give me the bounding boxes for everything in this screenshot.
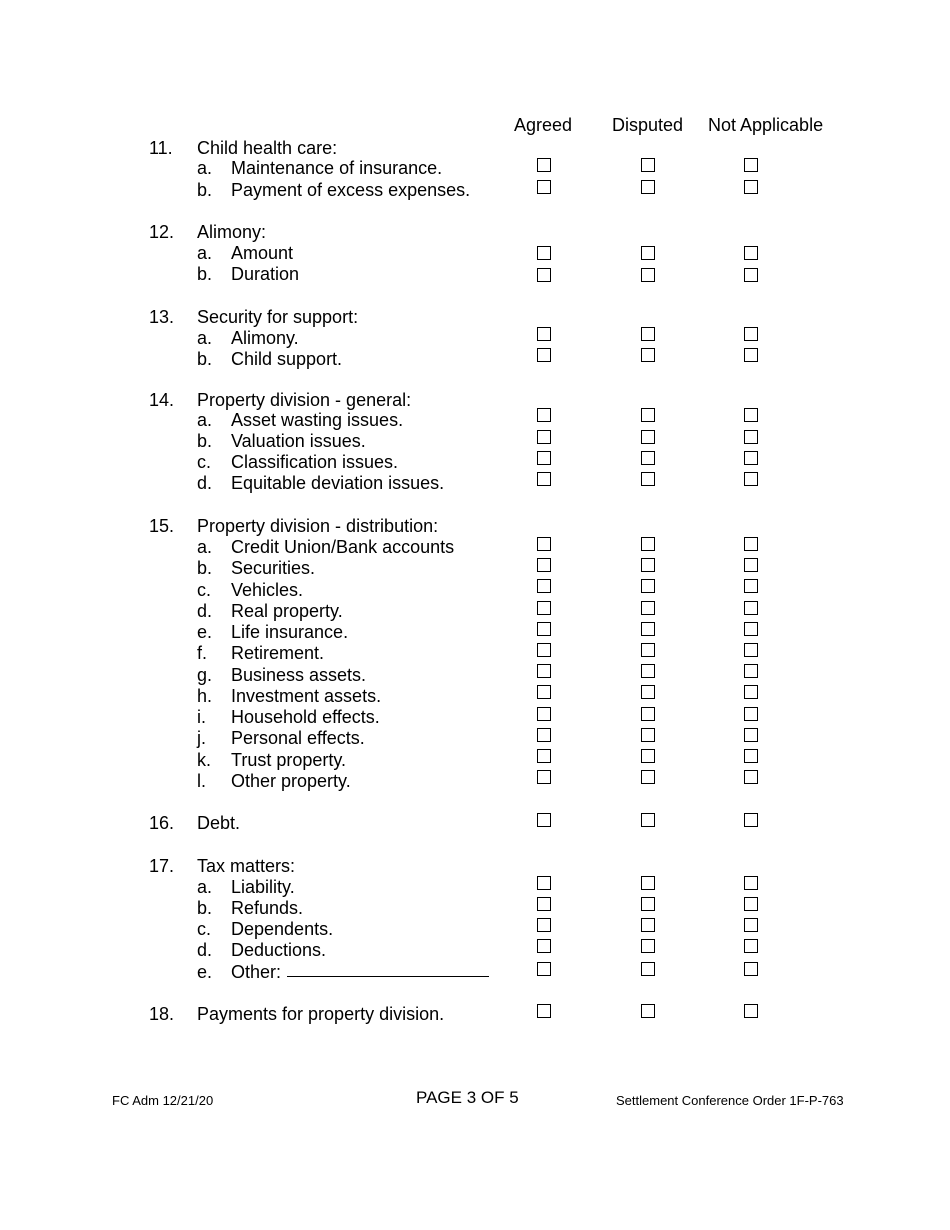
checkbox-agreed-15-h[interactable] — [537, 685, 551, 699]
item-title-15: Property division - distribution: — [197, 516, 439, 536]
checkbox-disputed-15-i[interactable] — [641, 707, 655, 721]
checkbox-not-applicable-15-j[interactable] — [744, 728, 758, 742]
sub-item-label: Securities. — [231, 558, 316, 578]
sub-item-label: Life insurance. — [231, 622, 349, 642]
checkbox-agreed-14-a[interactable] — [537, 408, 551, 422]
item-title-14: Property division - general: — [197, 390, 412, 410]
checkbox-disputed-13-b[interactable] — [641, 348, 655, 362]
sub-item-letter: b. — [197, 558, 213, 578]
sub-item-label: Investment assets. — [231, 686, 382, 706]
sub-item-label: Maintenance of insurance. — [231, 158, 443, 178]
footer-form-id: FC Adm 12/21/20 — [112, 1093, 214, 1108]
sub-item-label: Child support. — [231, 349, 343, 369]
sub-item-letter: c. — [197, 580, 212, 600]
checkbox-agreed-13-b[interactable] — [537, 348, 551, 362]
sub-item-letter: k. — [197, 750, 212, 770]
sub-item-label: Real property. — [231, 601, 343, 621]
checkbox-agreed-14-b[interactable] — [537, 430, 551, 444]
sub-item-letter: a. — [197, 877, 213, 897]
sub-item-letter: b. — [197, 898, 213, 918]
sub-item-letter: c. — [197, 452, 212, 472]
sub-item-label: Amount — [231, 243, 294, 263]
column-header-not-applicable: Not Applicable — [708, 115, 824, 135]
column-header-disputed: Disputed — [612, 115, 684, 135]
checkbox-agreed-15-f[interactable] — [537, 643, 551, 657]
sub-item-letter: b. — [197, 431, 213, 451]
checkbox-agreed-17-d[interactable] — [537, 939, 551, 953]
checkbox-disputed-17-b[interactable] — [641, 897, 655, 911]
item-number: 18. — [149, 1004, 175, 1024]
checkbox-not-applicable-15-e[interactable] — [744, 622, 758, 636]
sub-item-letter: a. — [197, 410, 213, 430]
checkbox-agreed-15-l[interactable] — [537, 770, 551, 784]
checkbox-disputed-14-a[interactable] — [641, 408, 655, 422]
other-input-line[interactable] — [287, 976, 489, 977]
sub-item-letter: b. — [197, 264, 213, 284]
checkbox-agreed-15-g[interactable] — [537, 664, 551, 678]
checkbox-not-applicable-12-a[interactable] — [744, 246, 758, 260]
sub-item-label: Equitable deviation issues. — [231, 473, 445, 493]
checkbox-agreed-14-c[interactable] — [537, 451, 551, 465]
sub-item-letter: c. — [197, 919, 212, 939]
checkbox-not-applicable-17-d[interactable] — [744, 939, 758, 953]
checkbox-not-applicable-15-i[interactable] — [744, 707, 758, 721]
sub-item-letter: d. — [197, 940, 213, 960]
sub-item-label: Deductions. — [231, 940, 327, 960]
checkbox-agreed-17-e[interactable] — [537, 962, 551, 976]
checkbox-agreed-18[interactable] — [537, 1004, 551, 1018]
checkbox-agreed-17-a[interactable] — [537, 876, 551, 890]
checkbox-disputed-18[interactable] — [641, 1004, 655, 1018]
checkbox-disputed-15-k[interactable] — [641, 749, 655, 763]
checkbox-not-applicable-15-g[interactable] — [744, 664, 758, 678]
item-number: 11. — [149, 138, 173, 158]
sub-item-label: Credit Union/Bank accounts — [231, 537, 455, 557]
column-header-agreed: Agreed — [514, 115, 573, 135]
checkbox-disputed-12-a[interactable] — [641, 246, 655, 260]
sub-item-label: Other property. — [231, 771, 351, 791]
checkbox-not-applicable-13-a[interactable] — [744, 327, 758, 341]
sub-item-label: Dependents. — [231, 919, 334, 939]
checkbox-agreed-15-d[interactable] — [537, 601, 551, 615]
sub-item-label: Household effects. — [231, 707, 380, 727]
sub-item-label: Duration — [231, 264, 300, 284]
checkbox-agreed-11-a[interactable] — [537, 158, 551, 172]
sub-item-label: Valuation issues. — [231, 431, 366, 451]
sub-item-label: Payment of excess expenses. — [231, 180, 471, 200]
sub-item-label: Alimony. — [231, 328, 299, 348]
checkbox-disputed-14-d[interactable] — [641, 472, 655, 486]
sub-item-letter: i. — [197, 707, 206, 727]
sub-item-label: Vehicles. — [231, 580, 304, 600]
item-title-18: Payments for property division. — [197, 1004, 445, 1024]
checkbox-agreed-15-a[interactable] — [537, 537, 551, 551]
checkbox-disputed-15-c[interactable] — [641, 579, 655, 593]
item-title-17: Tax matters: — [197, 856, 296, 876]
checkbox-not-applicable-17-e[interactable] — [744, 962, 758, 976]
checkbox-not-applicable-15-c[interactable] — [744, 579, 758, 593]
checkbox-not-applicable-11-a[interactable] — [744, 158, 758, 172]
sub-item-label: Refunds. — [231, 898, 304, 918]
sub-item-label: Other: — [231, 962, 282, 982]
checkbox-agreed-15-e[interactable] — [537, 622, 551, 636]
sub-item-label: Retirement. — [231, 643, 325, 663]
checkbox-disputed-12-b[interactable] — [641, 268, 655, 282]
checkbox-agreed-12-b[interactable] — [537, 268, 551, 282]
checkbox-not-applicable-16[interactable] — [744, 813, 758, 827]
sub-item-letter: b. — [197, 180, 213, 200]
sub-item-letter: e. — [197, 962, 213, 982]
checkbox-agreed-17-b[interactable] — [537, 897, 551, 911]
sub-item-letter: e. — [197, 622, 213, 642]
checkbox-disputed-11-b[interactable] — [641, 180, 655, 194]
checkbox-agreed-13-a[interactable] — [537, 327, 551, 341]
checkbox-not-applicable-12-b[interactable] — [744, 268, 758, 282]
checkbox-disputed-15-l[interactable] — [641, 770, 655, 784]
checkbox-disputed-15-g[interactable] — [641, 664, 655, 678]
checkbox-disputed-15-e[interactable] — [641, 622, 655, 636]
checkbox-not-applicable-18[interactable] — [744, 1004, 758, 1018]
checkbox-not-applicable-15-k[interactable] — [744, 749, 758, 763]
item-number: 13. — [149, 307, 175, 327]
checkbox-disputed-17-d[interactable] — [641, 939, 655, 953]
sub-item-letter: h. — [197, 686, 213, 706]
sub-item-letter: a. — [197, 243, 213, 263]
checkbox-disputed-15-d[interactable] — [641, 601, 655, 615]
checkbox-not-applicable-13-b[interactable] — [744, 348, 758, 362]
item-title-12: Alimony: — [197, 222, 267, 242]
footer-document-title: Settlement Conference Order 1F-P-763 — [616, 1093, 844, 1108]
checkbox-not-applicable-14-b[interactable] — [744, 430, 758, 444]
checkbox-agreed-16[interactable] — [537, 813, 551, 827]
checkbox-agreed-12-a[interactable] — [537, 246, 551, 260]
checkbox-not-applicable-14-d[interactable] — [744, 472, 758, 486]
sub-item-label: Personal effects. — [231, 728, 365, 748]
checkbox-not-applicable-15-d[interactable] — [744, 601, 758, 615]
checkbox-not-applicable-11-b[interactable] — [744, 180, 758, 194]
checkbox-disputed-17-a[interactable] — [641, 876, 655, 890]
item-title-13: Security for support: — [197, 307, 359, 327]
checkbox-agreed-14-d[interactable] — [537, 472, 551, 486]
checkbox-disputed-15-a[interactable] — [641, 537, 655, 551]
sub-item-letter: d. — [197, 473, 213, 493]
checkbox-agreed-11-b[interactable] — [537, 180, 551, 194]
item-number: 14. — [149, 390, 175, 410]
item-number: 17. — [149, 856, 175, 876]
checkbox-not-applicable-17-c[interactable] — [744, 918, 758, 932]
checkbox-disputed-15-b[interactable] — [641, 558, 655, 572]
sub-item-label: Classification issues. — [231, 452, 399, 472]
checkbox-disputed-17-e[interactable] — [641, 962, 655, 976]
checkbox-not-applicable-15-f[interactable] — [744, 643, 758, 657]
sub-item-label: Asset wasting issues. — [231, 410, 404, 430]
checkbox-agreed-15-j[interactable] — [537, 728, 551, 742]
sub-item-letter: d. — [197, 601, 213, 621]
checkbox-disputed-15-f[interactable] — [641, 643, 655, 657]
page-number: PAGE 3 OF 5 — [416, 1088, 519, 1107]
checkbox-not-applicable-15-l[interactable] — [744, 770, 758, 784]
sub-item-letter: g. — [197, 665, 213, 685]
sub-item-letter: l. — [197, 771, 206, 791]
checkbox-not-applicable-14-a[interactable] — [744, 408, 758, 422]
item-number: 16. — [149, 813, 175, 833]
checkbox-disputed-16[interactable] — [641, 813, 655, 827]
checkbox-disputed-15-h[interactable] — [641, 685, 655, 699]
checkbox-agreed-15-c[interactable] — [537, 579, 551, 593]
checkbox-not-applicable-15-h[interactable] — [744, 685, 758, 699]
checkbox-not-applicable-17-a[interactable] — [744, 876, 758, 890]
sub-item-letter: b. — [197, 349, 213, 369]
checkbox-disputed-17-c[interactable] — [641, 918, 655, 932]
sub-item-letter: f. — [197, 643, 208, 663]
sub-item-letter: a. — [197, 328, 213, 348]
checkbox-agreed-15-b[interactable] — [537, 558, 551, 572]
item-number: 12. — [149, 222, 175, 242]
checkbox-not-applicable-14-c[interactable] — [744, 451, 758, 465]
checkbox-not-applicable-15-b[interactable] — [744, 558, 758, 572]
sub-item-label: Business assets. — [231, 665, 367, 685]
checkbox-disputed-14-b[interactable] — [641, 430, 655, 444]
sub-item-letter: j. — [197, 728, 206, 748]
checkbox-disputed-15-j[interactable] — [641, 728, 655, 742]
item-title-11: Child health care: — [197, 138, 338, 158]
checkbox-disputed-14-c[interactable] — [641, 451, 655, 465]
sub-item-letter: a. — [197, 537, 213, 557]
checkbox-agreed-15-k[interactable] — [537, 749, 551, 763]
checkbox-not-applicable-17-b[interactable] — [744, 897, 758, 911]
item-title-16: Debt. — [197, 813, 241, 833]
sub-item-label: Trust property. — [231, 750, 347, 770]
item-number: 15. — [149, 516, 175, 536]
checkbox-disputed-11-a[interactable] — [641, 158, 655, 172]
sub-item-label: Liability. — [231, 877, 295, 897]
checkbox-agreed-15-i[interactable] — [537, 707, 551, 721]
checkbox-disputed-13-a[interactable] — [641, 327, 655, 341]
checkbox-not-applicable-15-a[interactable] — [744, 537, 758, 551]
sub-item-letter: a. — [197, 158, 213, 178]
checkbox-agreed-17-c[interactable] — [537, 918, 551, 932]
